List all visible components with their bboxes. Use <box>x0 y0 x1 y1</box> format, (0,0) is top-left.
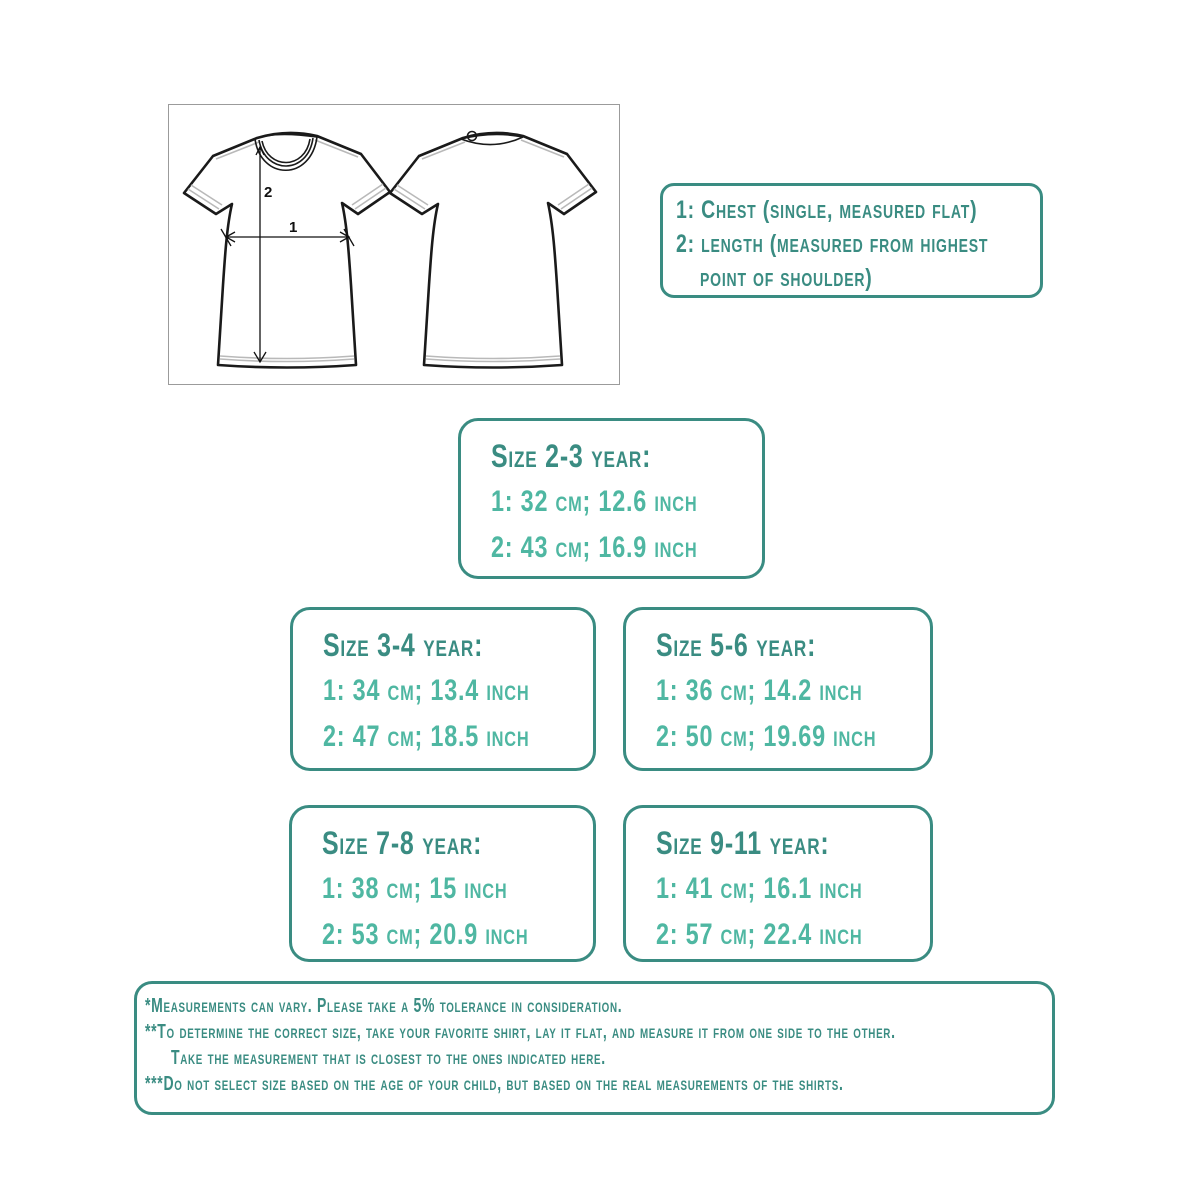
note-how-to-measure-cont: Take the measurement that is closest to the ones indicated here. <box>171 1047 606 1069</box>
legend-line-length-cont: point of shoulder) <box>700 264 873 292</box>
size-box-7-8 <box>289 805 596 962</box>
size-box-9-11 <box>623 805 933 962</box>
size-chest-measure: 1: 34 cm; 13.4 inch <box>323 674 530 707</box>
tshirt-diagram-frame <box>168 104 620 385</box>
size-box-3-4 <box>290 607 596 771</box>
legend-line-length: 2: length (measured from highest <box>676 230 989 258</box>
size-title: Size 2-3 year: <box>491 438 652 474</box>
size-box-2-3 <box>458 418 765 579</box>
size-box-5-6 <box>623 607 933 771</box>
size-title: Size 5-6 year: <box>656 627 817 663</box>
size-length-measure: 2: 47 cm; 18.5 inch <box>323 720 530 753</box>
size-chest-measure: 1: 41 cm; 16.1 inch <box>656 872 863 905</box>
notes-box <box>134 981 1055 1115</box>
size-title: Size 9-11 year: <box>656 825 830 861</box>
length-arrow-label: 2 <box>264 184 273 201</box>
note-how-to-measure: **To determine the correct size, take your favorite shirt, lay it flat, and measure it from one side to the other. <box>145 1021 896 1043</box>
tshirt-diagram <box>169 105 621 386</box>
size-length-measure: 2: 43 cm; 16.9 inch <box>491 531 698 564</box>
tshirt-back-drawing <box>390 132 596 368</box>
chest-arrow-label: 1 <box>289 219 298 236</box>
measurement-legend-box <box>660 183 1043 298</box>
size-title: Size 7-8 year: <box>322 825 483 861</box>
size-length-measure: 2: 57 cm; 22.4 inch <box>656 918 863 951</box>
legend-line-chest: 1: Chest (single, measured flat) <box>676 196 978 224</box>
size-chest-measure: 1: 36 cm; 14.2 inch <box>656 674 863 707</box>
note-age-warning: ***Do not select size based on the age of your child, but based on the real measurements of the shirts. <box>145 1073 844 1095</box>
note-tolerance: *Measurements can vary. Please take a 5% tolerance in consideration. <box>145 995 623 1017</box>
size-length-measure: 2: 50 cm; 19.69 inch <box>656 720 877 753</box>
size-chest-measure: 1: 38 cm; 15 inch <box>322 872 508 905</box>
size-title: Size 3-4 year: <box>323 627 484 663</box>
size-length-measure: 2: 53 cm; 20.9 inch <box>322 918 529 951</box>
tshirt-front-drawing <box>184 133 390 368</box>
size-chest-measure: 1: 32 cm; 12.6 inch <box>491 485 698 518</box>
